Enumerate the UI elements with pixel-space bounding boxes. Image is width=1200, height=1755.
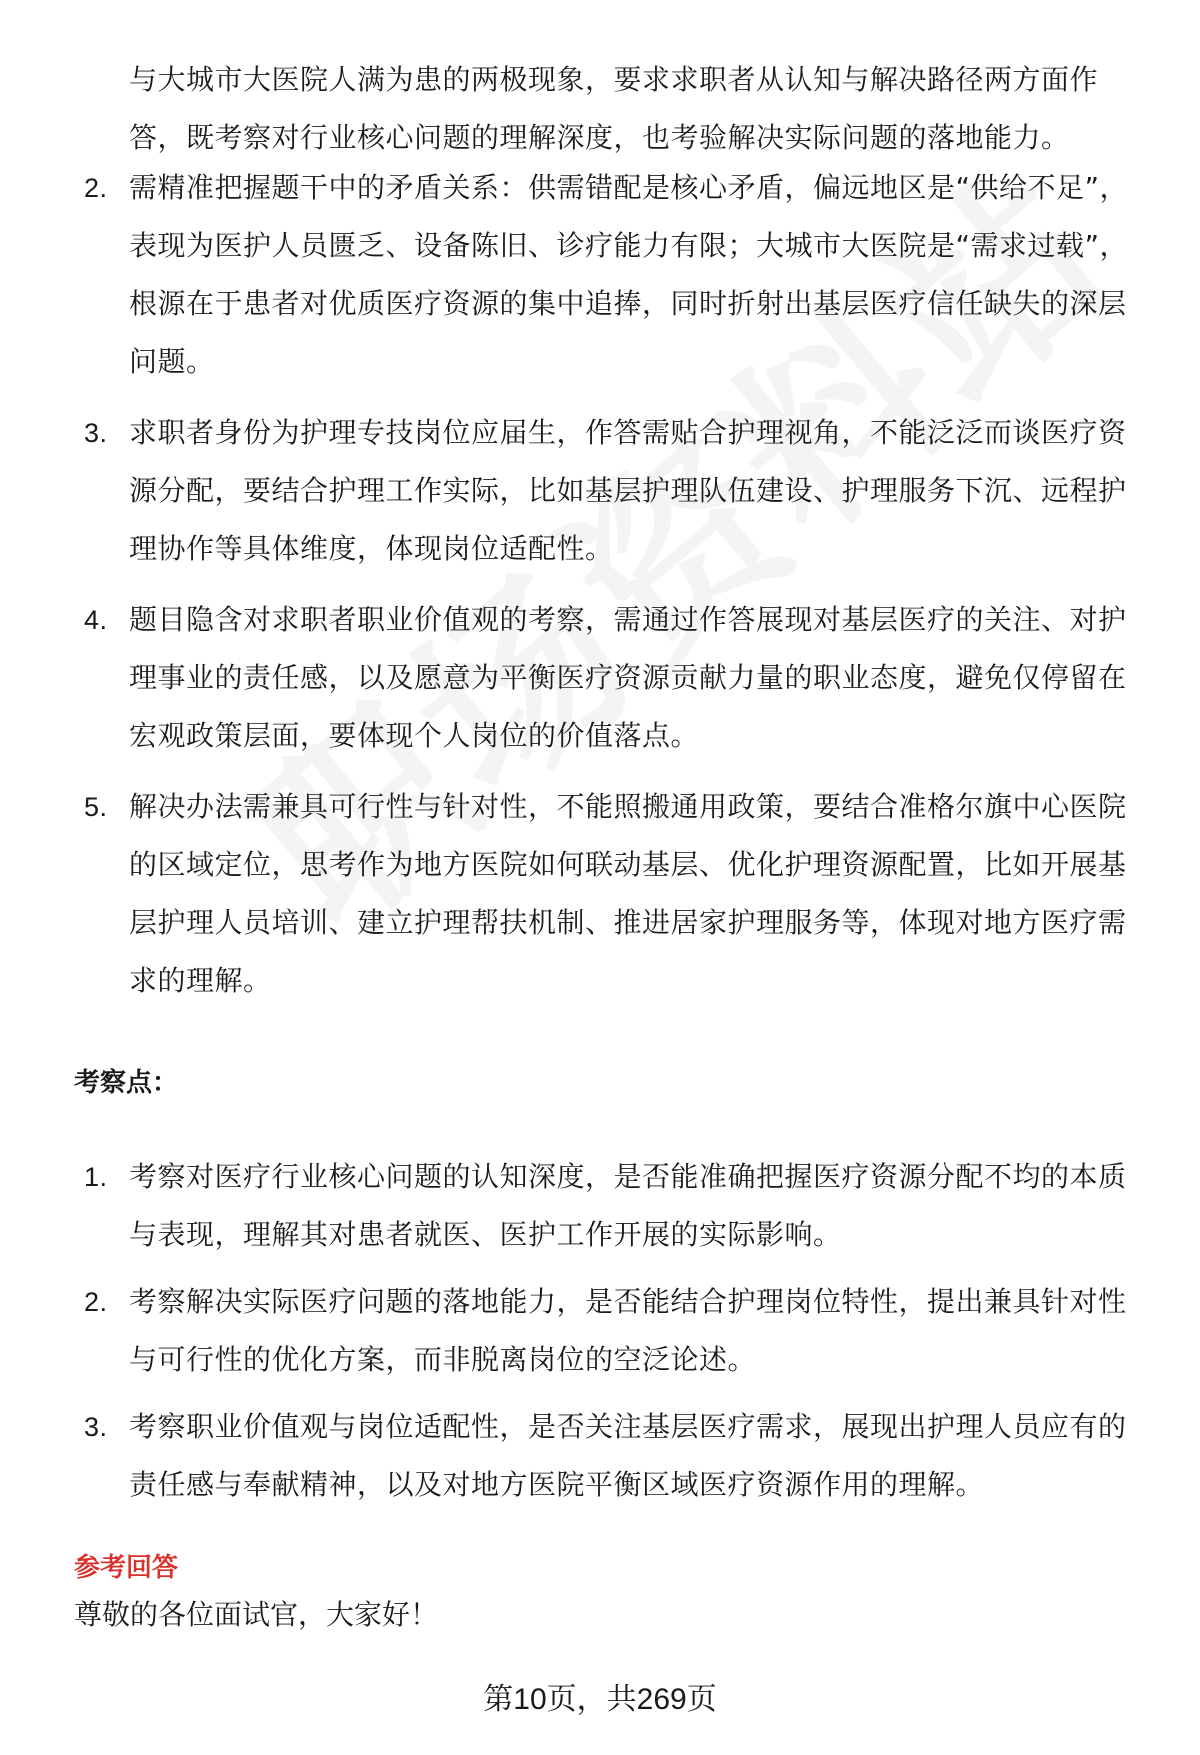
list-item-text: 考察职业价值观与岗位适配性，是否关注基层医疗需求，展现出护理人员应有的责任感与奉献精神，以及对地方医院平衡区域医疗资源作用的理解。 bbox=[129, 1410, 1127, 1501]
list-item-text: 考察对医疗行业核心问题的认知深度，是否能准确把握医疗资源分配不均的本质与表现，理解其对患者就医、医护工作开展的实际影响。 bbox=[129, 1160, 1127, 1251]
list-item bbox=[0, 1398, 1139, 1514]
list-item bbox=[0, 159, 1139, 391]
greeting-text: 尊敬的各位面试官，大家好！ bbox=[74, 1598, 439, 1631]
list-item-number: 5. bbox=[84, 792, 108, 822]
list-item bbox=[0, 404, 1139, 578]
list-item-number: 3. bbox=[84, 418, 108, 448]
analysis-list bbox=[0, 159, 1200, 1010]
list-item-text: 求职者身份为护理专技岗位应届生，作答需贴合护理视角，不能泛泛而谈医疗资源分配，要结合护理工作实际，比如基层护理队伍建设、护理服务下沉、远程护理协作等具体维度，体现岗位适配性。 bbox=[129, 416, 1127, 565]
intro-continuation: 与大城市大医院人满为患的两极现象，要求求职者从认知与解决路径两方面作答，既考察对行业核心问题的理解深度，也考验解决实际问题的落地能力。 bbox=[129, 63, 1099, 154]
list-item-text: 解决办法需兼具可行性与针对性，不能照搬通用政策，要结合准格尔旗中心医院的区域定位，思考作为地方医院如何联动基层、优化护理资源配置，比如开展基层护理人员培训、建立护理帮扶机制、推进居家护理服务等，体现对地方医疗需求的理解。 bbox=[129, 790, 1127, 997]
list-item-text: 考察解决实际医疗问题的落地能力，是否能结合护理岗位特性，提出兼具针对性与可行性的优化方案，而非脱离岗位的空泛论述。 bbox=[129, 1285, 1127, 1376]
list-item bbox=[0, 1148, 1139, 1264]
answer-heading: 参考回答 bbox=[74, 1553, 179, 1583]
list-item-text: 题目隐含对求职者职业价值观的考察，需通过作答展现对基层医疗的关注、对护理事业的责任感，以及愿意为平衡医疗资源贡献力量的职业态度，避免仅停留在宏观政策层面，要体现个人岗位的价值落点。 bbox=[129, 603, 1127, 752]
kaocha-heading: 考察点： bbox=[74, 1068, 179, 1098]
list-item-number: 4. bbox=[84, 605, 108, 635]
list-item bbox=[0, 778, 1139, 1010]
list-item bbox=[0, 1273, 1139, 1389]
list-item-number: 2. bbox=[84, 173, 108, 203]
list-item bbox=[0, 591, 1139, 765]
list-item-text: 需精准把握题干中的矛盾关系：供需错配是核心矛盾，偏远地区是“供给不足”，表现为医护人员匮乏、设备陈旧、诊疗能力有限；大城市大医院是“需求过载”，根源在于患者对优质医疗资源的集中追捧，同时折射出基层医疗信任缺失的深层问题。 bbox=[129, 171, 1129, 378]
kaocha-list bbox=[0, 1148, 1200, 1514]
list-item-number: 2. bbox=[84, 1287, 108, 1317]
list-item-number: 3. bbox=[84, 1412, 108, 1442]
list-item-number: 1. bbox=[84, 1162, 108, 1192]
page-number: 第10页，共269页 bbox=[483, 1683, 717, 1716]
